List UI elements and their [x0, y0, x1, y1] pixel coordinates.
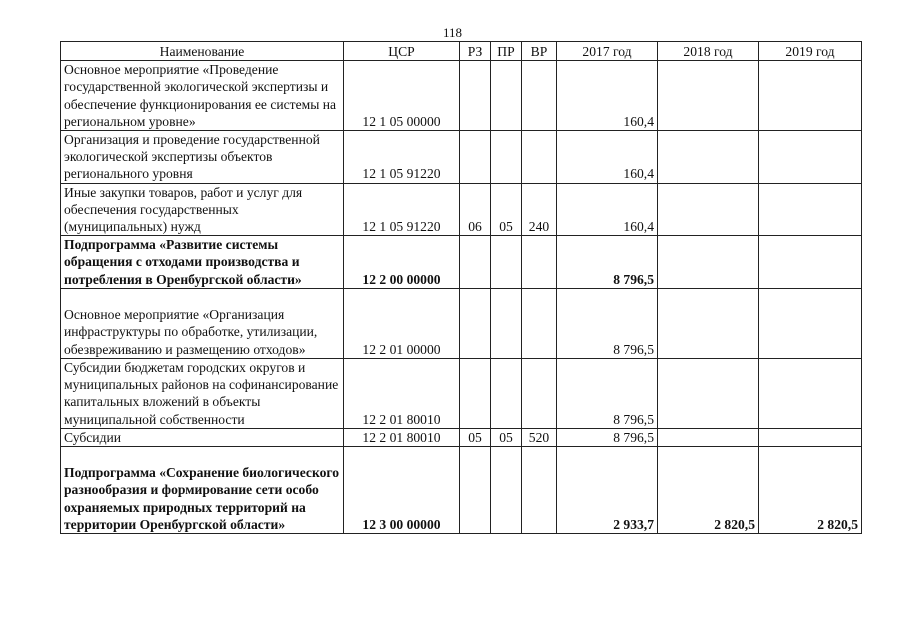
row-2017: 160,4: [557, 61, 658, 131]
row-name: Основное мероприятие «Проведение государственной экологической экспертизы и обеспечение функционирования ее системы на региональном уровне»: [61, 61, 344, 131]
row-name: Основное мероприятие «Организация инфраструктуры по обработке, утилизации, обезвреживанию и размещению отходов»: [61, 288, 344, 358]
row-vr: [522, 236, 557, 289]
row-2019: [759, 131, 862, 184]
row-name: Иные закупки товаров, работ и услуг для обеспечения государственных (муниципальных) нужд: [61, 183, 344, 236]
header-vr: ВР: [522, 42, 557, 61]
header-csr: ЦСР: [344, 42, 460, 61]
row-2019: [759, 288, 862, 358]
budget-table: [60, 41, 862, 534]
row-2017: 8 796,5: [557, 428, 658, 446]
table-row: [61, 288, 862, 358]
row-vr: [522, 358, 557, 428]
row-2018: [658, 61, 759, 131]
row-2019: 2 820,5: [759, 447, 862, 534]
row-rz: 06: [460, 183, 491, 236]
table-row: [61, 183, 862, 236]
row-pr: [491, 236, 522, 289]
header-pr: ПР: [491, 42, 522, 61]
row-2018: [658, 236, 759, 289]
row-name: Организация и проведение государственной экологической экспертизы объектов регионального уровня: [61, 131, 344, 184]
header-2019: 2019 год: [759, 42, 862, 61]
row-vr: [522, 288, 557, 358]
row-name: Субсидии бюджетам городских округов и муниципальных районов на софинансирование капитальных вложений в объекты муниципальной собственности: [61, 358, 344, 428]
row-2018: [658, 358, 759, 428]
row-2017: 2 933,7: [557, 447, 658, 534]
row-csr: 12 1 05 91220: [344, 131, 460, 184]
header-2017: 2017 год: [557, 42, 658, 61]
row-2017: 8 796,5: [557, 288, 658, 358]
row-csr: 12 2 01 80010: [344, 428, 460, 446]
row-rz: [460, 131, 491, 184]
row-name: Подпрограмма «Сохранение биологического разнообразия и формирование сети особо охраняемых природных территорий на территории Оренбургской области»: [61, 447, 344, 534]
row-2019: [759, 358, 862, 428]
row-name: Субсидии: [61, 428, 344, 446]
row-csr: 12 2 01 80010: [344, 358, 460, 428]
row-pr: 05: [491, 428, 522, 446]
row-rz: [460, 61, 491, 131]
row-rz: [460, 236, 491, 289]
row-pr: [491, 61, 522, 131]
row-csr: 12 1 05 00000: [344, 61, 460, 131]
row-2019: [759, 183, 862, 236]
table-row: [61, 236, 862, 289]
row-2017: 8 796,5: [557, 236, 658, 289]
row-vr: [522, 61, 557, 131]
row-2018: [658, 428, 759, 446]
row-pr: [491, 131, 522, 184]
row-2017: 160,4: [557, 183, 658, 236]
row-2018: 2 820,5: [658, 447, 759, 534]
row-rz: 05: [460, 428, 491, 446]
table-row: [61, 358, 862, 428]
row-csr: 12 2 01 00000: [344, 288, 460, 358]
row-2018: [658, 131, 759, 184]
table-row: [61, 428, 862, 446]
row-2019: [759, 61, 862, 131]
row-pr: [491, 358, 522, 428]
header-2018: 2018 год: [658, 42, 759, 61]
row-2019: [759, 236, 862, 289]
row-rz: [460, 288, 491, 358]
table-header-row: [61, 42, 862, 61]
row-2018: [658, 183, 759, 236]
row-pr: [491, 447, 522, 534]
row-2019: [759, 428, 862, 446]
row-2018: [658, 288, 759, 358]
row-2017: 160,4: [557, 131, 658, 184]
row-vr: 240: [522, 183, 557, 236]
row-pr: [491, 288, 522, 358]
row-csr: 12 2 00 00000: [344, 236, 460, 289]
table-row: [61, 131, 862, 184]
row-name: Подпрограмма «Развитие системы обращения с отходами производства и потребления в Оренбургской области»: [61, 236, 344, 289]
page-number: 118: [442, 25, 463, 40]
header-rz: РЗ: [460, 42, 491, 61]
table-row: [61, 61, 862, 131]
row-rz: [460, 447, 491, 534]
row-2017: 8 796,5: [557, 358, 658, 428]
row-csr: 12 1 05 91220: [344, 183, 460, 236]
header-name: Наименование: [61, 42, 344, 61]
row-csr: 12 3 00 00000: [344, 447, 460, 534]
row-vr: [522, 131, 557, 184]
table-row: [61, 447, 862, 534]
row-pr: 05: [491, 183, 522, 236]
row-rz: [460, 358, 491, 428]
row-vr: [522, 447, 557, 534]
row-vr: 520: [522, 428, 557, 446]
